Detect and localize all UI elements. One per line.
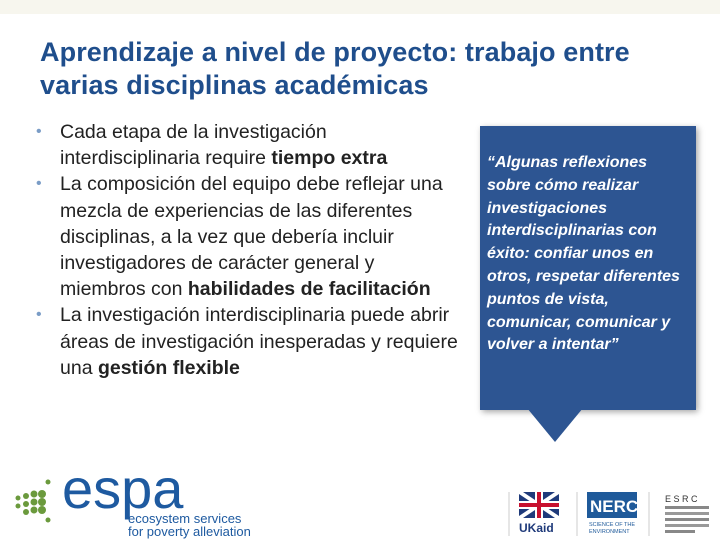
bullet-marker: • xyxy=(36,123,42,140)
espa-logo xyxy=(4,456,274,540)
bullet-emphasis: habilidades de facilitación xyxy=(187,278,431,301)
bullet-item xyxy=(34,119,464,171)
nerc-logo xyxy=(587,492,638,535)
bullet-list xyxy=(34,119,464,381)
esrc-logo xyxy=(665,494,709,533)
bullet-marker: • xyxy=(36,175,42,193)
bullet-emphasis: tiempo extra xyxy=(271,147,388,170)
partner-logos xyxy=(505,488,720,540)
quote-text: “Algunas reflexiones sobre cómo realizar investigaciones interdisciplinarias con éxito: confiar unos en otros, respetar diferentes puntos de vista, comunicar, comunicar y volver a intentar” xyxy=(487,154,680,354)
bullet-item xyxy=(34,302,464,381)
esrc-label: E S R C xyxy=(665,494,698,504)
bullet-marker: • xyxy=(36,306,42,324)
ukaid-label: UKaid xyxy=(519,521,554,535)
espa-tagline-2: for poverty alleviation xyxy=(128,524,251,539)
top-band xyxy=(0,0,720,14)
espa-tagline-1: ecosystem services xyxy=(128,511,242,526)
bullet-text: La composición del equipo debe reflejar una mezcla de experiencias de las diferentes disciplinas, a la vez que debería incluir investigadores de carácter general y miembros con xyxy=(60,173,443,301)
slide-title: Aprendizaje a nivel de proyecto: trabajo entre varias disciplinas académicas xyxy=(40,37,630,100)
callout-pointer xyxy=(527,408,583,446)
bullet-item xyxy=(34,171,464,302)
nerc-tagline-2: ENVIRONMENT xyxy=(589,529,630,535)
bullet-text: Cada etapa de la investigación interdisciplinaria require xyxy=(60,121,327,170)
espa-mark-icon xyxy=(16,480,51,523)
nerc-tagline-1: SCIENCE OF THE xyxy=(589,522,636,528)
bullet-emphasis: gestión flexible xyxy=(97,356,240,379)
espa-wordmark: espa xyxy=(62,457,184,520)
bullet-text: La investigación interdisciplinaria puede abrir áreas de investigación inesperadas y requiere una xyxy=(60,304,458,379)
quote-callout xyxy=(480,126,696,410)
ukaid-logo xyxy=(519,492,559,535)
nerc-label: NERC xyxy=(590,497,639,516)
